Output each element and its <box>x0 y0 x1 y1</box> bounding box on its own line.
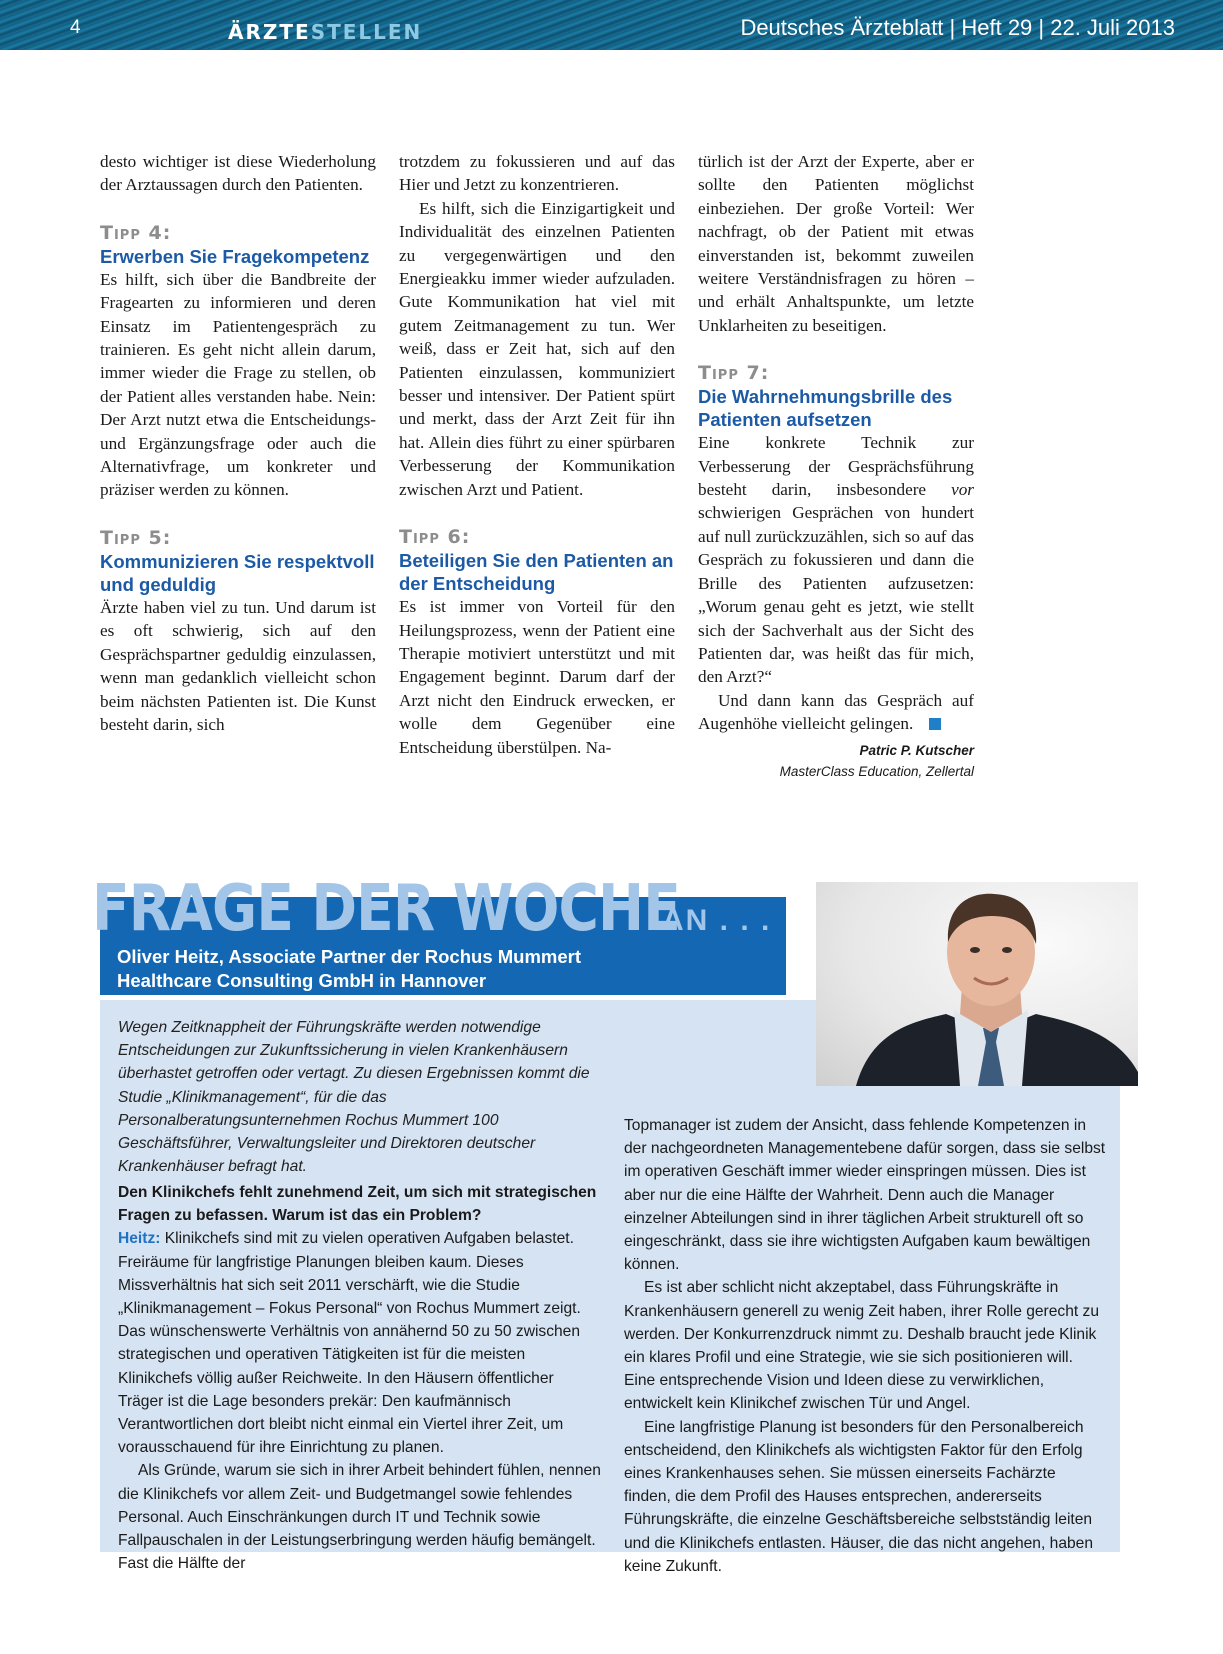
paragraph: Und dann kann das Gespräch auf Augenhöhe vielleicht gelingen. <box>698 690 974 734</box>
fdw-title: FRAGE DER WOCHE <box>92 872 680 946</box>
tipp4-label: Tipp 4: <box>100 221 172 244</box>
answer-speaker: Heitz: <box>118 1230 161 1248</box>
section-brand: ÄRZTESTELLEN <box>228 20 423 44</box>
paragraph: Topmanager ist zudem der Ansicht, dass fehlende Kompetenzen in der nachgeordneten Managementebene dafür sorgen, dass sie selbst im operativen Geschäft immer wieder einspringen müssen. Dies ist aber nur die eine Hälfte der Wahrheit. Denn auch die Manager einzelner Abteilungen sind in ihrer täglichen Arbeit strukturell oft so eingeschränkt, dass sie ihre wichtigsten Aufgaben kaum bewältigen können. <box>624 1117 1106 1274</box>
paragraph: Als Gründe, warum sie sich in ihrer Arbeit behindert fühlen, nennen die Klinikchefs vor allem Zeit- und Budgetmangel sowie fehlendes Personal. Auch Einschränkungen durch IT und Technik sowie Fallpauschalen in der Leistungserbringung werden häufig bemängelt. Fast die Hälfte der <box>118 1462 601 1573</box>
fdw-intro: Wegen Zeitknappheit der Führungskräfte werden notwendige Entscheidungen zur Zukunftssicherung in vielen Krankenhäusern überhastet getroffen oder vertagt. Zu diesen Ergebnissen kommt die Studie „Klinikmanagement“, für die das Personalberatungsunternehmen Rochus Mummert 100 Geschäftsführer, Verwaltungsleiter und Direktoren deutscher Krankenhäuser befragt hat. <box>118 1019 590 1176</box>
issue-info: Deutsches Ärzteblatt | Heft 29 | 22. Juli 2013 <box>740 15 1175 40</box>
paragraph: Ärzte haben viel zu tun. Und darum ist es oft schwierig, sich auf den Gesprächspartner geduldig einzulassen, wenn man gedanklich vielleicht schon beim nächsten Patienten ist. Die Kunst besteht darin, sich <box>100 597 376 734</box>
author-block <box>698 740 974 782</box>
page-header <box>0 0 1223 50</box>
tipp4-title: Erwerben Sie Fragekompetenz <box>100 245 370 267</box>
portrait-photo <box>816 882 1138 1086</box>
article-column-2 <box>399 150 675 759</box>
portrait-illustration <box>816 882 1138 1086</box>
author-name: Patric P. Kutscher <box>859 742 974 758</box>
interview-question: Den Klinikchefs fehlt zunehmend Zeit, um sich mit strategischen Fragen zu befassen. Warum ist das ein Problem? <box>118 1184 597 1225</box>
author-org: MasterClass Education, Zellertal <box>779 763 974 779</box>
paragraph: türlich ist der Arzt der Experte, aber er sollte den Patienten möglichst einbeziehen. Der große Vorteil: Wer nachfragt, ob der Patient mit etwas einverstanden ist, bekommt zuweilen weitere Verständnisfragen zu hören – und erhält Anhaltspunkte, um letzte Unklarheiten zu beseitigen. <box>698 152 974 335</box>
paragraph: Es ist aber schlicht nicht akzeptabel, dass Führungskräfte in Krankenhäusern generell zu wenig Zeit haben, ihrer Rolle gerecht zu werden. Der Konkurrenzdruck nimmt zu. Deshalb braucht jede Klinik ein klares Profil und eine Strategie, wie sie sich positionieren will. Eine entsprechende Vision und Ideen diese zu verwirklichen, entwickelt kein Klinikchef zwischen Tür und Angel. <box>624 1279 1100 1413</box>
article-column-1 <box>100 150 376 736</box>
tipp7-title: Die Wahrnehmungsbrille des Patienten aufsetzen <box>698 386 953 431</box>
tipp5-label: Tipp 5: <box>100 526 172 549</box>
tipp6-label: Tipp 6: <box>399 526 471 549</box>
fdw-column-left <box>118 1181 602 1575</box>
paragraph: desto wichtiger ist diese Wiederholung der Arztaussagen durch den Patienten. <box>100 152 376 195</box>
end-mark-icon <box>929 718 941 730</box>
fdw-title-suffix: AN . . . <box>662 904 772 937</box>
paragraph: Eine langfristige Planung ist besonders für den Personalbereich entscheidend, den Klinikchefs als wichtigsten Faktor für den Erfolg eines Krankenhauses sehen. Sie müssen einerseits Fachärzte finden, die dem Profil des Hauses entsprechen, andererseits Führungskräfte, die einzelne Geschäftsbereiche selbstständig leiten und die Klinikchefs entlasten. Häuser, die das nicht angehen, haben keine Zukunft. <box>624 1418 1094 1575</box>
article-column-3 <box>698 150 974 782</box>
fdw-column-right <box>624 1114 1106 1578</box>
tipp7-label: Tipp 7: <box>698 362 770 385</box>
paragraph: Es ist immer von Vorteil für den Heilungsprozess, wenn der Patient eine Therapie motiviert unterstützt und mit Engagement beginnt. Darum darf der Arzt nicht den Eindruck erwecken, er wolle dem Gegenüber eine Entscheidung überstülpen. Na- <box>399 597 675 757</box>
page-number: 4 <box>70 17 81 38</box>
tipp5-title: Kommunizieren Sie respektvoll und geduldig <box>100 550 375 595</box>
paragraph: Es hilft, sich die Einzigartigkeit und Individualität des einzelnen Patienten zu vergegenwärtigen und den Energieakku immer wieder aufzuladen. Gute Kommunikation hat viel mit gutem Zeitmanagement zu tun. Wer weiß, dass er Zeit hat, sich auf den Patienten einzulassen, kommuniziert besser und intensiver. Der Patient spürt und merkt, dass der Arzt Zeit für ihn hat. Allein dies führt zu einer spürbaren Verbesserung der Kommunikation zwischen Arzt und Patient. <box>399 198 675 499</box>
paragraph: trotzdem zu fokussieren und auf das Hier und Jetzt zu konzentrieren. <box>399 152 675 195</box>
fdw-subtitle: Oliver Heitz, Associate Partner der Rochus Mummert Healthcare Consulting GmbH in Hannover <box>117 946 582 991</box>
tipp6-title: Beteiligen Sie den Patienten an der Entscheidung <box>399 550 674 595</box>
paragraph: Es hilft, sich über die Bandbreite der Fragearten zu informieren und deren Einsatz im Patientengespräch zu trainieren. Es geht nicht allein darum, immer wieder die Frage zu stellen, ob der Patient alles verstanden habe. Nein: Der Arzt nutzt etwa die Entscheidungs- und Ergänzungsfrage oder auch die Alternativfrage, um konkreter und präziser werden zu können. <box>100 269 376 500</box>
interview-answer: Heitz: Klinikchefs sind mit zu vielen operativen Aufgaben belastet. Freiräume für langfristige Planungen bleiben kaum. Dieses Missverhältnis hat sich seit 2011 verschärft, wie die Studie „Klinikmanagement – Fokus Personal“ von Rochus Mummert zeigt. Das wünschenswerte Verhältnis von annähernd 50 zu 50 zwischen strategischen und operativen Tätigkeiten ist für die meisten Klinikchefs völlig außer Reichweite. In den Häusern öffentlicher Träger ist die Lage besonders prekär: Den kaufmännisch Verantwortlichen dort bleibt nicht einmal ein Viertel ihrer Zeit, um vorausschauend für ihre Einrichtung zu planen. <box>118 1230 581 1457</box>
paragraph: Eine konkrete Technik zur Verbesserung der Gesprächsführung besteht darin, insbesondere vor schwierigen Gesprächen von hundert auf null zurückzuzählen, sich so auf das Gespräch zu fokussieren und dann die Brille des Patienten aufzusetzen: „Worum genau geht es jetzt, wie stellt sich der Sachverhalt aus der Sicht des Patienten dar, was heißt das für mich, den Arzt?“ <box>698 433 974 687</box>
